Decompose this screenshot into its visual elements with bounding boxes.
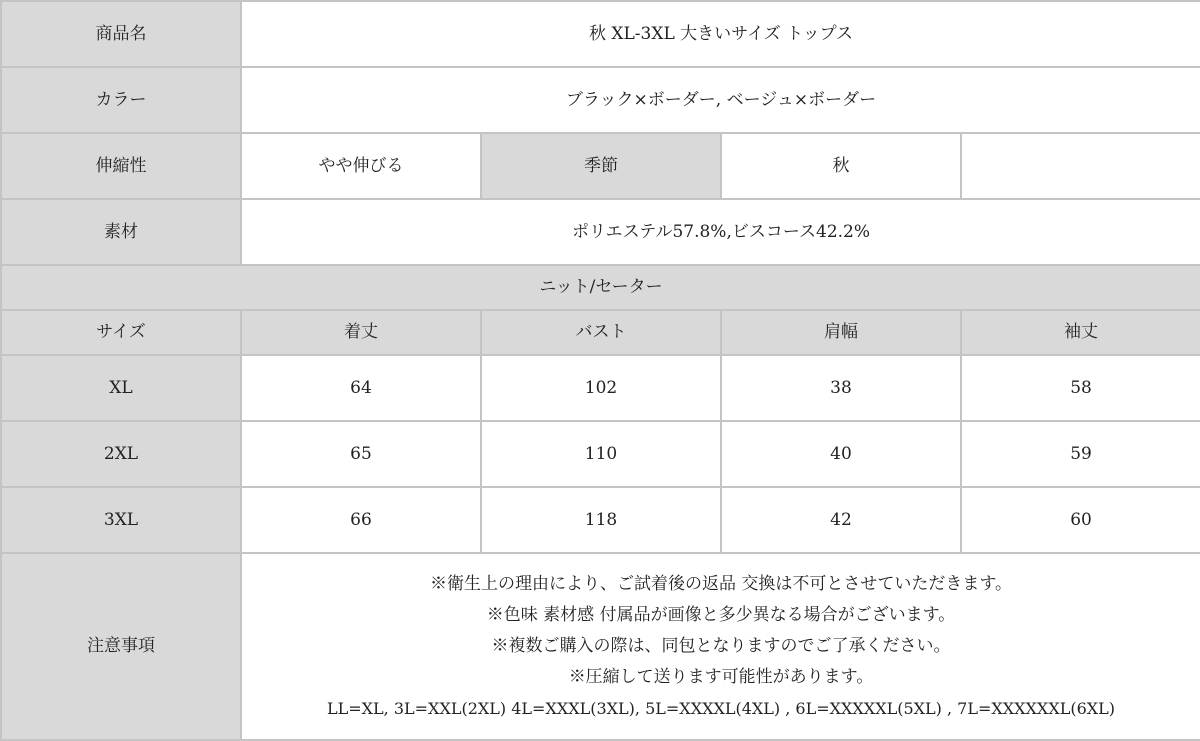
stretch-label: 伸縮性	[1, 133, 241, 199]
stretch-value: やや伸びる	[241, 133, 481, 199]
notes-row	[1, 553, 1200, 740]
color-row	[1, 67, 1200, 133]
size-header: サイズ	[1, 310, 241, 355]
shoulder-cell: 38	[721, 355, 961, 421]
size-cell: XL	[1, 355, 241, 421]
bust-cell: 118	[481, 487, 721, 553]
season-value: 秋	[721, 133, 961, 199]
note-line: ※圧縮して送ります可能性があります。	[568, 667, 874, 687]
sleeve-cell: 59	[961, 421, 1200, 487]
size-conversion-note: LL=XL, 3L=XXL(2XL) 4L=XXXL(3XL), 5L=XXXXL(4XL) , 6L=XXXXXL(5XL) , 7L=XXXXXXL(6XL)	[327, 699, 1116, 718]
material-row	[1, 199, 1200, 265]
category-row	[1, 265, 1200, 310]
size-header-row	[1, 310, 1200, 355]
color-value: ブラック×ボーダー, ベージュ×ボーダー	[241, 67, 1200, 133]
length-header: 着丈	[241, 310, 481, 355]
note-line: ※色味 素材感 付属品が画像と多少異なる場合がございます。	[486, 605, 956, 625]
shoulder-header: 肩幅	[721, 310, 961, 355]
note-line: ※複数ご購入の際は、同包となりますのでご了承ください。	[491, 636, 951, 656]
product-name-row	[1, 1, 1200, 67]
stretch-season-row	[1, 133, 1200, 199]
season-label: 季節	[481, 133, 721, 199]
length-cell: 64	[241, 355, 481, 421]
product-name-label: 商品名	[1, 1, 241, 67]
table-row	[1, 487, 1200, 553]
table-row	[1, 421, 1200, 487]
product-name-value: 秋 XL-3XL 大きいサイズ トップス	[241, 1, 1200, 67]
length-cell: 66	[241, 487, 481, 553]
length-cell: 65	[241, 421, 481, 487]
note-line: ※衛生上の理由により、ご試着後の返品 交換は不可とさせていただきます。	[429, 574, 1013, 594]
table-row	[1, 355, 1200, 421]
bust-cell: 102	[481, 355, 721, 421]
size-cell: 2XL	[1, 421, 241, 487]
color-label: カラー	[1, 67, 241, 133]
shoulder-cell: 40	[721, 421, 961, 487]
material-label: 素材	[1, 199, 241, 265]
notes-label: 注意事項	[1, 553, 241, 740]
sleeve-cell: 60	[961, 487, 1200, 553]
sleeve-cell: 58	[961, 355, 1200, 421]
bust-cell: 110	[481, 421, 721, 487]
category-heading: ニット/セーター	[1, 265, 1200, 310]
sleeve-header: 袖丈	[961, 310, 1200, 355]
material-value: ポリエステル57.8%,ビスコース42.2%	[241, 199, 1200, 265]
size-cell: 3XL	[1, 487, 241, 553]
bust-header: バスト	[481, 310, 721, 355]
notes-content	[241, 553, 1200, 740]
shoulder-cell: 42	[721, 487, 961, 553]
empty-cell	[961, 133, 1200, 199]
